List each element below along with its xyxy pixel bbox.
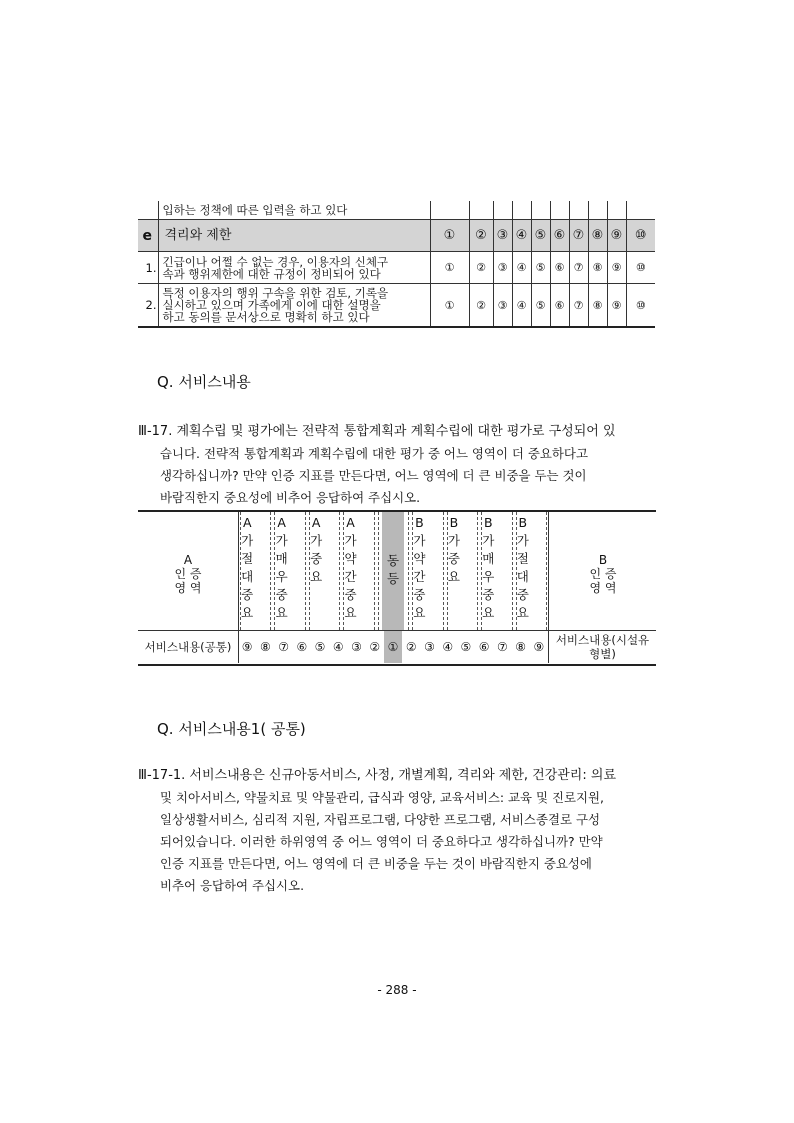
scale-header-char: A <box>277 515 286 530</box>
scale-option[interactable]: ④ <box>332 640 344 654</box>
scale-header-char: 절 <box>516 551 529 566</box>
scale-option[interactable]: ⑥ <box>550 252 569 284</box>
item-text <box>158 252 430 284</box>
scale-header-char: B <box>518 515 528 530</box>
item-text-line: 실시하고 있으며 가족에게 이에 대한 설명을 <box>162 298 381 312</box>
row-right-area-line: 서비스내용(시설유 <box>555 633 650 647</box>
column-divider <box>339 512 340 630</box>
column-divider <box>447 512 448 630</box>
scale-header-char: 대 <box>516 569 529 584</box>
scale-option[interactable]: ③ <box>424 640 435 654</box>
scale-option[interactable]: ⑤ <box>531 252 550 284</box>
scale-option[interactable]: ⑤ <box>531 284 550 328</box>
scale-option[interactable]: ② <box>405 640 417 654</box>
scale-header-char: 중 <box>482 587 495 602</box>
scale-option[interactable]: ① <box>384 631 402 663</box>
scale-header-char: A <box>242 515 252 530</box>
scale-option[interactable] <box>550 201 569 220</box>
scale-option[interactable] <box>469 201 493 220</box>
scale-option[interactable]: ② <box>469 252 493 284</box>
area-a-label-line: 영 역 <box>174 581 202 595</box>
item-text-line: 격리와 제한 <box>164 227 232 243</box>
scale-header-char: 약 <box>344 551 357 566</box>
scale-option[interactable]: ⑧ <box>588 220 607 252</box>
area-a-label-line: 인 증 <box>174 567 202 581</box>
paragraph-line: 비추어 응답하여 주십시오. <box>160 878 305 893</box>
scale-option[interactable]: ① <box>430 252 469 284</box>
column-divider <box>374 512 375 630</box>
scale-option[interactable]: ⑨ <box>607 284 626 328</box>
table-row <box>138 252 655 284</box>
scale-option[interactable]: ④ <box>442 640 454 654</box>
page-number: - 288 - <box>377 983 417 997</box>
scale-header-char: 가 <box>482 533 495 548</box>
scale-header-char: 매 <box>482 551 495 566</box>
paragraph-line: 되어있습니다. 이러한 하위영역 중 어느 영역이 더 중요하다고 생각하십니까? 만약 <box>160 834 603 849</box>
scale-header-char: 가 <box>310 533 323 548</box>
item-number: 1. <box>138 252 158 284</box>
scale-header-char: 요 <box>241 605 254 620</box>
scale-option[interactable]: ⑦ <box>569 220 588 252</box>
column-divider <box>305 512 306 630</box>
scale-option[interactable]: ⑦ <box>569 252 588 284</box>
scale-header-char: 요 <box>344 605 357 620</box>
column-divider <box>412 512 413 630</box>
area-b-label-line: 영 역 <box>589 581 617 595</box>
scale-option[interactable]: ⑦ <box>497 640 508 654</box>
scale-header-char: 매 <box>275 551 288 566</box>
scale-option[interactable]: ⑥ <box>478 640 490 654</box>
scale-header-char: A <box>311 515 321 530</box>
scale-header-char: 요 <box>516 605 529 620</box>
scale-option[interactable]: ⑦ <box>278 640 289 654</box>
scale-header-char: 요 <box>310 569 323 584</box>
column-divider <box>516 512 517 630</box>
scale-option[interactable] <box>531 201 550 220</box>
scale-option[interactable]: ⑥ <box>296 640 308 654</box>
column-divider <box>481 512 482 630</box>
scale-header-char: 중 <box>447 551 460 566</box>
scale-header-char: 중 <box>344 587 357 602</box>
scale-option[interactable]: ① <box>430 220 469 252</box>
scale-header-char: 가 <box>241 533 254 548</box>
scale-header-char: 중 <box>516 587 529 602</box>
scale-option[interactable]: ④ <box>512 252 531 284</box>
scale-header-char: 중 <box>310 551 323 566</box>
area-a-header <box>138 512 239 630</box>
scale-option[interactable]: ⑩ <box>626 220 655 252</box>
comparison-row <box>138 630 656 663</box>
item-text <box>158 220 430 252</box>
row-right-area <box>548 631 656 663</box>
scale-option[interactable]: ③ <box>493 220 512 252</box>
scale-header-char: 중 <box>275 587 288 602</box>
column-divider <box>309 512 310 630</box>
column-divider <box>443 512 444 630</box>
paragraph-line: 인증 지표를 만든다면, 어느 영역에 더 큰 비중을 두는 것이 바람직한지 중요성에 <box>160 856 592 871</box>
scale-header-char: 대 <box>241 569 254 584</box>
column-divider <box>378 512 379 630</box>
column-divider <box>546 512 547 630</box>
section-heading: Q. 서비스내용1( 공통) <box>157 720 306 738</box>
evaluation-table <box>138 201 655 328</box>
item-text-line: 특정 이용자의 행위 구속을 위한 검토, 기록을 <box>162 286 389 300</box>
column-divider <box>343 512 344 630</box>
scale-header-char: 요 <box>275 605 288 620</box>
scale-option[interactable]: ② <box>469 284 493 328</box>
row-left-area: 서비스내용(공통) <box>138 631 239 663</box>
column-divider <box>408 512 409 630</box>
column-divider <box>512 512 513 630</box>
scale-option[interactable]: ⑧ <box>588 252 607 284</box>
scale-header-char: B <box>415 515 424 530</box>
scale-option[interactable]: ⑥ <box>550 220 569 252</box>
scale-option[interactable]: ③ <box>493 284 512 328</box>
scale-option[interactable]: ⑨ <box>607 252 626 284</box>
paragraph-line: 습니다. 전략적 통합계획과 계획수립에 대한 평가 중 어느 영역이 더 중요하다고 <box>160 446 588 461</box>
section-heading: Q. 서비스내용 <box>157 373 251 391</box>
scale-header-char: 중 <box>413 587 426 602</box>
scale-header-char: 간 <box>413 569 426 584</box>
scale-header-char: 중 <box>241 587 254 602</box>
column-divider <box>477 512 478 630</box>
paragraph-line: Ⅲ-17-1. 서비스내용은 신규아동서비스, 사정, 개별계획, 격리와 제한, 건강관리: 의료 <box>138 768 616 783</box>
scale-option[interactable]: ② <box>369 640 381 654</box>
area-a-label-letter: A <box>183 553 193 567</box>
column-divider <box>274 512 275 630</box>
scale-option[interactable]: ⑨ <box>607 220 626 252</box>
item-number: e <box>138 220 158 252</box>
item-text <box>158 284 430 328</box>
scale-option[interactable]: ③ <box>351 640 362 654</box>
scale-option[interactable]: ④ <box>512 284 531 328</box>
item-text <box>158 201 430 220</box>
table-row <box>138 201 655 220</box>
column-divider <box>240 512 241 630</box>
scale-header-char: 간 <box>344 569 357 584</box>
scale-header-char: 절 <box>241 551 254 566</box>
scale-option[interactable] <box>493 201 512 220</box>
scale-header-char: 요 <box>482 605 495 620</box>
item-text-line: 하고 동의를 문서상으로 명확히 하고 있다 <box>162 310 370 324</box>
scale-option[interactable]: ⑨ <box>241 640 253 654</box>
scale-option[interactable]: ⑩ <box>626 284 655 328</box>
scale-option[interactable] <box>569 201 588 220</box>
scale-header-char: A <box>346 515 355 530</box>
item-text-line: 속과 행위제한에 대한 규정이 정비되어 있다 <box>162 266 381 281</box>
column-divider <box>270 512 271 630</box>
question-paragraph <box>138 421 658 509</box>
table-row <box>138 220 655 252</box>
scale-header-char: 가 <box>516 533 529 548</box>
scale-header-char: B <box>449 515 459 530</box>
scale-header-char: 요 <box>447 569 460 584</box>
scale-header-char: 가 <box>447 533 460 548</box>
scale-option[interactable] <box>607 201 626 220</box>
pairwise-comparison-table <box>138 510 656 666</box>
scale-option[interactable]: ⑩ <box>626 252 655 284</box>
paragraph-line: 일상생활서비스, 심리적 지원, 자립프로그램, 다양한 프로그램, 서비스종결로 구성 <box>160 812 600 827</box>
area-b-header <box>548 512 657 630</box>
scale-option[interactable] <box>512 201 531 220</box>
scale-option[interactable]: ⑤ <box>460 640 472 654</box>
scale-header-char: B <box>484 515 493 530</box>
table-row <box>138 284 655 328</box>
scale-option[interactable]: ④ <box>512 220 531 252</box>
scale-header-char: 가 <box>413 533 426 548</box>
paragraph-line: 바람직한지 중요성에 비추어 응답하여 주십시오. <box>160 490 421 505</box>
area-b-label-letter: B <box>598 553 608 567</box>
scale-header-column <box>384 512 402 630</box>
scale-header-char: 요 <box>413 605 426 620</box>
item-text-line: 입하는 정책에 따른 입력을 하고 있다 <box>162 203 348 217</box>
scale-option[interactable]: ① <box>430 284 469 328</box>
scale-header-char: 동 <box>386 553 400 568</box>
scale-option[interactable] <box>626 201 655 220</box>
question-paragraph <box>138 765 658 897</box>
item-number: 2. <box>138 284 158 328</box>
area-b-label-line: 인 증 <box>589 567 617 581</box>
paragraph-line: Ⅲ-17. 계획수립 및 평가에는 전략적 통합계획과 계획수립에 대한 평가로 구성되어 있 <box>138 424 616 439</box>
scale-option[interactable]: ⑨ <box>533 640 545 654</box>
scale-header-char: 약 <box>413 551 426 566</box>
scale-header-char: 등 <box>386 571 400 586</box>
scale-header-char: 가 <box>344 533 357 548</box>
scale-option[interactable]: ⑧ <box>588 284 607 328</box>
scale-option[interactable]: ⑤ <box>531 220 550 252</box>
scale-header-char: 우 <box>482 569 495 584</box>
paragraph-line: 및 치아서비스, 약물치료 및 약물관리, 급식과 영양, 교육서비스: 교육 및 진로지원, <box>160 790 605 805</box>
scale-option[interactable]: ⑤ <box>314 640 326 654</box>
scale-option[interactable] <box>588 201 607 220</box>
paragraph-line: 생각하십니까? 만약 인증 지표를 만든다면, 어느 영역에 더 큰 비중을 두는 것이 <box>160 468 587 483</box>
item-number <box>138 201 158 220</box>
scale-header-char: 우 <box>275 569 288 584</box>
scale-option[interactable]: ⑧ <box>259 640 271 654</box>
scale-option[interactable]: ③ <box>493 252 512 284</box>
scale-header-char: 가 <box>275 533 288 548</box>
scale-header <box>238 512 548 630</box>
scale-option[interactable]: ② <box>469 220 493 252</box>
row-right-area-line: 형별) <box>589 647 616 661</box>
scale-option[interactable]: ⑥ <box>550 284 569 328</box>
item-text-line: 긴급이나 어쩔 수 없는 경우, 이용자의 신체구 <box>162 254 389 269</box>
scale-option[interactable]: ⑦ <box>569 284 588 328</box>
scale-option[interactable] <box>430 201 469 220</box>
scale-option[interactable]: ⑧ <box>515 640 527 654</box>
